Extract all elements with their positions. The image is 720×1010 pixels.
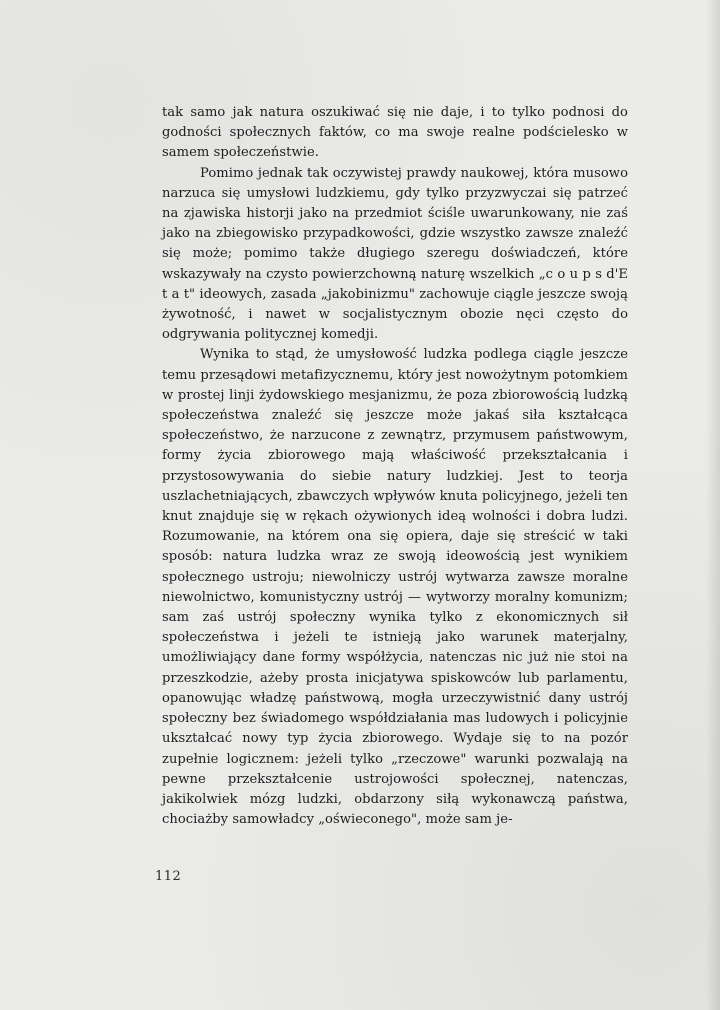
body-text (162, 103, 628, 830)
page-edge-shadow (706, 0, 720, 1010)
page-number: 112 (155, 869, 182, 884)
paragraph-3: Wynika to stąd, że umysłowość ludzka podlega ciągle jeszcze temu przesądowi metafizycznemu, który jest nowożytnym potomkiem w prostej linji żydowskiego mesjanizmu, że poza zbiorowością ludzką społeczeństwa znaleźć się jeszcze może jakaś siła kształcąca społeczeństwo, że narzucone z zewnątrz, przymusem państwowym, formy życia zbiorowego mają właściwość przekształcania i przystosowywania do siebie natury ludzkiej. Jest to teorja uszlachetniających, zbawczych wpływów knuta policyjnego, jeżeli ten knut znajduje się w rękach ożywionych ideą wolności i dobra ludzi. Rozumowanie, na którem ona się opiera, daje się streścić w taki sposób: natura ludzka wraz ze swoją ideowością jest wynikiem społecznego ustroju; niewolniczy ustrój wytwarza zawsze moralne niewolnictwo, komunistyczny ustrój — wytworzy moralny komunizm; sam zaś ustrój społeczny wynika tylko z ekonomicznych sił społeczeństwa i jeżeli te istnieją jako warunek materjalny, umożliwiający dane formy współżycia, natenczas nic już nie stoi na przeszkodzie, ażeby prosta inicjatywa spiskowców lub parlamentu, opanowując władzę państwową, mogła urzeczywistnić dany ustrój społeczny bez świadomego współdziałania mas ludowych i policyjnie ukształcać nowy typ życia zbiorowego. Wydaje się to na pozór zupełnie logicznem: jeżeli tylko „rzeczowe" warunki pozwalają na pewne przekształcenie ustrojowości społecznej, natenczas, jakikolwiek mózg ludzki, obdarzony siłą wykonawczą państwa, chociażby samowładcy „oświeconego", może sam je- (162, 347, 628, 828)
paragraph-2: Pomimo jednak tak oczywistej prawdy naukowej, która musowo narzuca się umysłowi ludzkiemu, gdy tylko przyzwyczai się patrzeć na zjawiska historji jako na przedmiot ściśle uwarunkowany, nie zaś jako na zbiegowisko przypadkowości, gdzie wszystko zawsze znaleźć się może; pomimo także długiego szeregu doświadczeń, które wskazywały na czysto powierzchowną naturę wszelkich „c o u p s d'E t a t" ideowych, zasada „jakobinizmu" zachowuje ciągle jeszcze swoją żywotność, i nawet w socjalistycznym obozie nęci często do odgrywania politycznej komedji. (162, 165, 628, 343)
paragraph-1: tak samo jak natura oszukiwać się nie daje, i to tylko podnosi do godności społecznych faktów, co ma swoje realne podścielesko w samem społeczeństwie. (162, 105, 628, 161)
